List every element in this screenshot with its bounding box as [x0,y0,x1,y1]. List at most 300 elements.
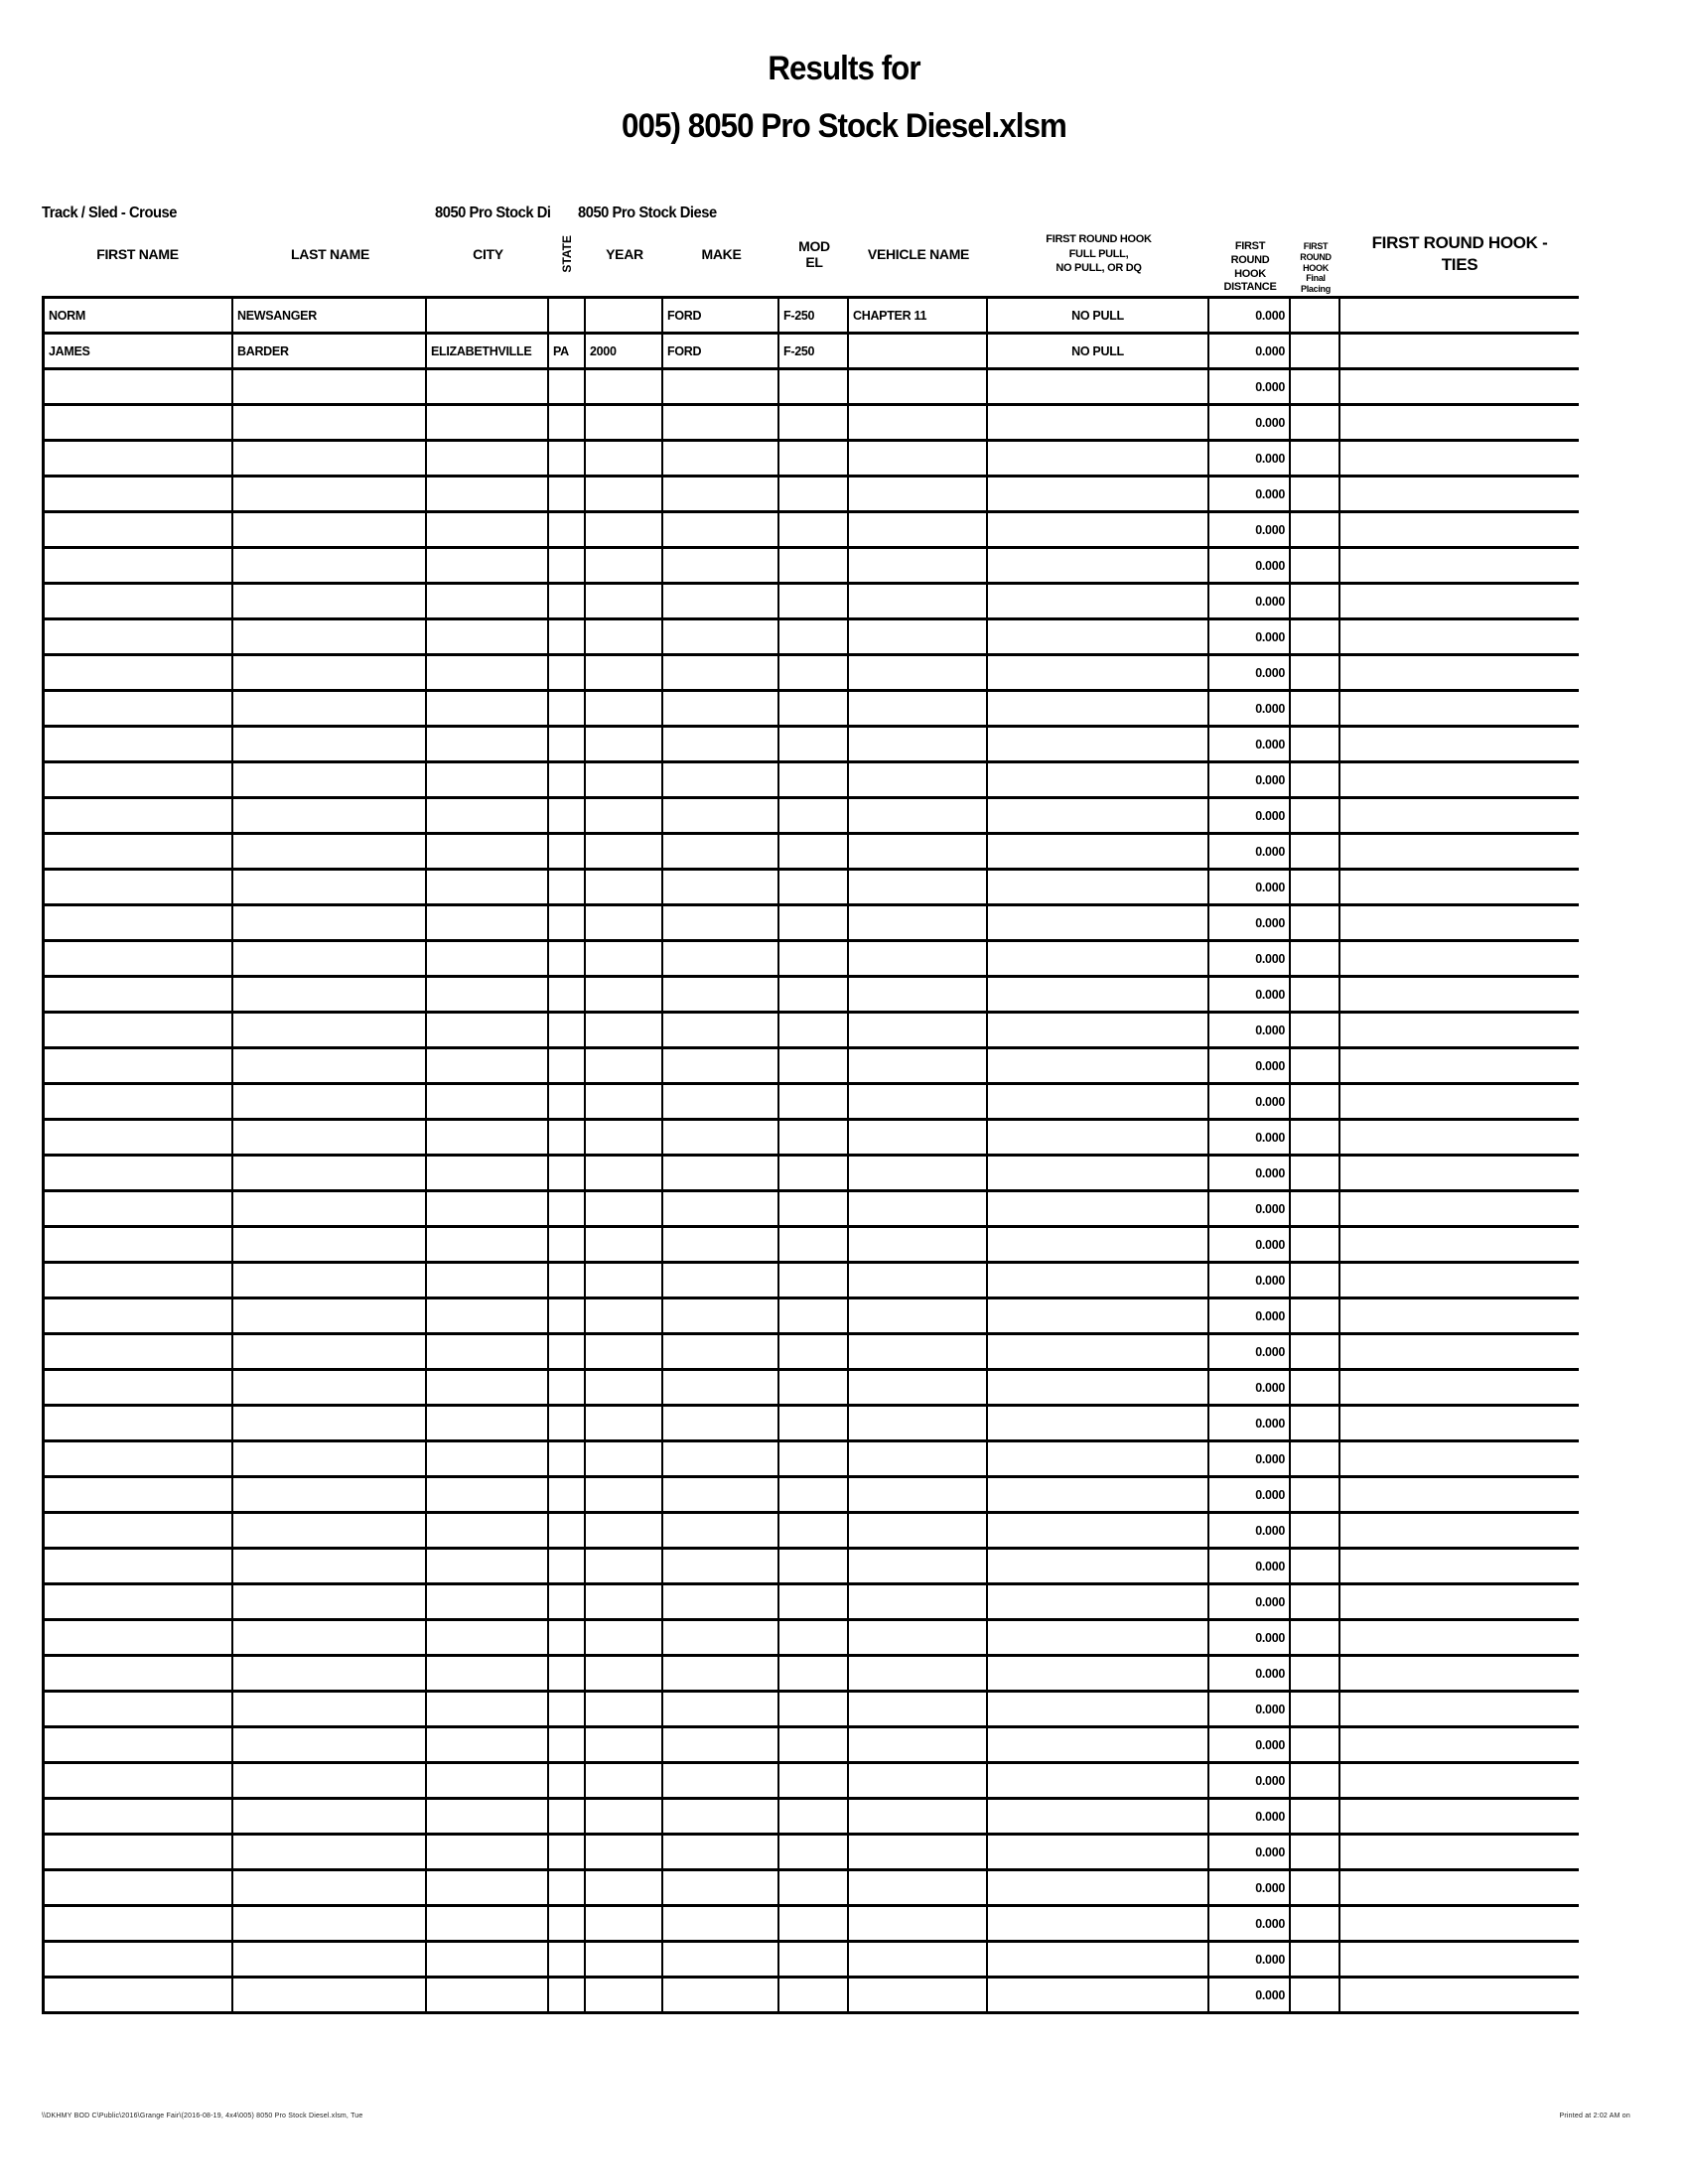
cell-first-name [42,835,233,871]
cell-year [586,978,663,1014]
cell-year [586,1871,663,1907]
cell-make [663,1657,779,1693]
cell-year [586,1121,663,1157]
cell-make [663,478,779,513]
cell-state [549,549,586,585]
cell-city [427,1621,549,1657]
cell-year [586,1836,663,1871]
cell-full-pull [988,1514,1209,1550]
cell-last-name [233,835,427,871]
cell-distance: 0.000 [1209,1550,1291,1585]
cell-distance: 0.000 [1209,1264,1291,1299]
cell-last-name [233,1157,427,1192]
cell-placing [1291,1514,1340,1550]
cell-distance: 0.000 [1209,906,1291,942]
cell-vehicle-name [849,442,988,478]
cell-full-pull [988,1585,1209,1621]
class-name-truncated-2: 8050 Pro Stock Diese [578,205,717,221]
cell-distance: 0.000 [1209,763,1291,799]
cell-vehicle-name [849,906,988,942]
cell-first-name: NORM [42,299,233,335]
cell-last-name [233,1442,427,1478]
cell-year [586,1728,663,1764]
cell-year [586,1514,663,1550]
cell-distance: 0.000 [1209,1907,1291,1943]
cell-state [549,585,586,620]
cell-last-name [233,728,427,763]
cell-make [663,1693,779,1728]
cell-state [549,906,586,942]
cell-year [586,1907,663,1943]
cell-year [586,942,663,978]
cell-city [427,1228,549,1264]
cell-model [779,370,849,406]
cell-model [779,692,849,728]
cell-first-name [42,1550,233,1585]
cell-city [427,906,549,942]
cell-last-name [233,1192,427,1228]
cell-model [779,1014,849,1049]
cell-vehicle-name [849,1264,988,1299]
cell-placing [1291,620,1340,656]
cell-last-name [233,1514,427,1550]
cell-make [663,835,779,871]
cell-last-name [233,1836,427,1871]
cell-first-name [42,1228,233,1264]
cell-ties [1340,728,1579,763]
cell-make [663,1157,779,1192]
cell-last-name: BARDER [233,335,427,370]
cell-distance: 0.000 [1209,871,1291,906]
cell-state [549,692,586,728]
cell-first-name [42,1085,233,1121]
cell-vehicle-name [849,1335,988,1371]
cell-vehicle-name [849,1371,988,1407]
cell-ties [1340,335,1579,370]
cell-city [427,1049,549,1085]
cell-state [549,1228,586,1264]
cell-distance: 0.000 [1209,1657,1291,1693]
cell-placing [1291,1979,1340,2014]
cell-vehicle-name [849,1407,988,1442]
cell-ties [1340,835,1579,871]
cell-city [427,1442,549,1478]
cell-year [586,1764,663,1800]
cell-placing [1291,1264,1340,1299]
cell-full-pull: NO PULL [988,335,1209,370]
footer-printed-timestamp: Printed at 2:02 AM on [1559,2113,1630,2119]
cell-distance: 0.000 [1209,1014,1291,1049]
cell-year [586,1407,663,1442]
cell-placing [1291,656,1340,692]
cell-model: F-250 [779,299,849,335]
cell-state [549,1264,586,1299]
cell-year [586,585,663,620]
cell-city [427,1657,549,1693]
cell-ties [1340,1907,1579,1943]
cell-first-name [42,799,233,835]
cell-city [427,1907,549,1943]
cell-ties [1340,1836,1579,1871]
cell-year [586,1800,663,1836]
cell-last-name [233,406,427,442]
cell-last-name [233,1478,427,1514]
cell-distance: 0.000 [1209,1192,1291,1228]
cell-year [586,1442,663,1478]
cell-full-pull [988,1979,1209,2014]
cell-state [549,1621,586,1657]
cell-vehicle-name [849,1228,988,1264]
cell-state [549,799,586,835]
cell-ties [1340,1514,1579,1550]
cell-placing [1291,871,1340,906]
cell-state [549,1550,586,1585]
cell-last-name [233,692,427,728]
cell-full-pull [988,1871,1209,1907]
cell-placing [1291,1049,1340,1085]
cell-year [586,478,663,513]
cell-last-name [233,763,427,799]
cell-placing [1291,406,1340,442]
cell-placing [1291,513,1340,549]
cell-model [779,799,849,835]
cell-ties [1340,1085,1579,1121]
cell-full-pull [988,906,1209,942]
cell-make [663,1728,779,1764]
cell-vehicle-name [849,1693,988,1728]
cell-first-name [42,442,233,478]
cell-distance: 0.000 [1209,1157,1291,1192]
cell-year [586,1478,663,1514]
cell-first-name [42,1299,233,1335]
cell-city [427,1728,549,1764]
cell-state [549,656,586,692]
cell-full-pull [988,370,1209,406]
cell-ties [1340,1157,1579,1192]
cell-ties [1340,478,1579,513]
cell-state [549,299,586,335]
column-header-model: MOD EL [798,237,830,270]
cell-first-name [42,728,233,763]
cell-last-name [233,370,427,406]
cell-last-name [233,1728,427,1764]
cell-make [663,1621,779,1657]
cell-state [549,1907,586,1943]
cell-distance: 0.000 [1209,1371,1291,1407]
cell-make [663,799,779,835]
cell-distance: 0.000 [1209,1478,1291,1514]
cell-placing [1291,370,1340,406]
cell-full-pull [988,728,1209,763]
cell-vehicle-name [849,1943,988,1979]
cell-city [427,1371,549,1407]
cell-model [779,513,849,549]
cell-first-name [42,1800,233,1836]
cell-distance: 0.000 [1209,1228,1291,1264]
cell-city [427,1085,549,1121]
cell-city [427,406,549,442]
cell-vehicle-name [849,549,988,585]
cell-full-pull [988,1943,1209,1979]
cell-model [779,1157,849,1192]
cell-first-name [42,942,233,978]
cell-ties [1340,585,1579,620]
cell-state [549,978,586,1014]
cell-make [663,620,779,656]
cell-placing [1291,1442,1340,1478]
cell-full-pull [988,1478,1209,1514]
cell-year [586,835,663,871]
cell-model [779,1550,849,1585]
cell-vehicle-name [849,942,988,978]
cell-first-name [42,1943,233,1979]
column-header-make: MAKE [701,245,742,262]
cell-full-pull [988,1442,1209,1478]
cell-vehicle-name [849,978,988,1014]
cell-make [663,549,779,585]
cell-state [549,1979,586,2014]
cell-distance: 0.000 [1209,1693,1291,1728]
cell-model [779,1442,849,1478]
cell-full-pull [988,942,1209,978]
cell-distance: 0.000 [1209,1049,1291,1085]
cell-city [427,1943,549,1979]
cell-vehicle-name [849,585,988,620]
cell-vehicle-name [849,728,988,763]
cell-full-pull [988,1764,1209,1800]
cell-first-name [42,763,233,799]
cell-distance: 0.000 [1209,1979,1291,2014]
cell-last-name [233,906,427,942]
cell-distance: 0.000 [1209,1442,1291,1478]
cell-year [586,1943,663,1979]
cell-make [663,1550,779,1585]
cell-vehicle-name [849,1871,988,1907]
cell-vehicle-name [849,1764,988,1800]
cell-model [779,442,849,478]
cell-full-pull [988,656,1209,692]
cell-year [586,728,663,763]
cell-last-name: NEWSANGER [233,299,427,335]
cell-make [663,763,779,799]
cell-year [586,1585,663,1621]
cell-make [663,1442,779,1478]
cell-placing [1291,1836,1340,1871]
cell-city [427,763,549,799]
cell-full-pull [988,1621,1209,1657]
cell-vehicle-name [849,620,988,656]
cell-city [427,549,549,585]
cell-full-pull [988,513,1209,549]
cell-placing [1291,692,1340,728]
cell-ties [1340,1800,1579,1836]
cell-last-name [233,1979,427,2014]
cell-distance: 0.000 [1209,513,1291,549]
cell-first-name [42,1478,233,1514]
cell-full-pull [988,478,1209,513]
column-header-year: YEAR [606,245,643,262]
cell-ties [1340,620,1579,656]
cell-model [779,978,849,1014]
cell-year [586,1299,663,1335]
cell-distance: 0.000 [1209,1836,1291,1871]
cell-placing [1291,1550,1340,1585]
cell-distance: 0.000 [1209,799,1291,835]
cell-city [427,1192,549,1228]
cell-full-pull [988,442,1209,478]
cell-distance: 0.000 [1209,656,1291,692]
cell-first-name [42,1657,233,1693]
cell-last-name [233,478,427,513]
cell-first-name [42,906,233,942]
cell-ties [1340,406,1579,442]
cell-first-name [42,1585,233,1621]
cell-full-pull [988,1121,1209,1157]
cell-state [549,1335,586,1371]
cell-distance: 0.000 [1209,1585,1291,1621]
cell-first-name [42,478,233,513]
cell-placing [1291,585,1340,620]
cell-city [427,799,549,835]
cell-model [779,585,849,620]
cell-first-name [42,1764,233,1800]
cell-city [427,1836,549,1871]
cell-distance: 0.000 [1209,1085,1291,1121]
cell-year [586,1228,663,1264]
cell-state [549,478,586,513]
cell-state [549,1478,586,1514]
cell-placing [1291,1621,1340,1657]
cell-last-name [233,1371,427,1407]
cell-first-name [42,1836,233,1871]
cell-ties [1340,1585,1579,1621]
cell-make [663,1228,779,1264]
cell-make [663,370,779,406]
cell-city [427,1764,549,1800]
cell-state [549,728,586,763]
cell-year [586,406,663,442]
cell-year [586,299,663,335]
cell-model [779,1800,849,1836]
cell-vehicle-name [849,1836,988,1871]
cell-vehicle-name [849,763,988,799]
cell-vehicle-name [849,335,988,370]
cell-ties [1340,299,1579,335]
cell-distance: 0.000 [1209,478,1291,513]
cell-placing [1291,1585,1340,1621]
cell-full-pull [988,1657,1209,1693]
cell-first-name [42,549,233,585]
cell-vehicle-name [849,406,988,442]
column-header-last-name: LAST NAME [291,245,369,262]
cell-last-name [233,1228,427,1264]
cell-year [586,871,663,906]
cell-last-name [233,942,427,978]
footer-file-path: \\DKHMY BOD C\Public\2016\Grange Fair\(2016-08-19, 4x4\005) 8050 Pro Stock Diesel.xlsm, Tue [42,2113,363,2119]
cell-vehicle-name [849,1657,988,1693]
cell-last-name [233,1014,427,1049]
cell-placing [1291,1121,1340,1157]
cell-first-name [42,1871,233,1907]
cell-ties [1340,1728,1579,1764]
cell-city [427,370,549,406]
cell-make [663,1514,779,1550]
cell-state [549,1121,586,1157]
cell-make [663,1943,779,1979]
cell-full-pull [988,835,1209,871]
cell-model [779,1871,849,1907]
cell-year [586,1264,663,1299]
cell-first-name [42,1621,233,1657]
cell-placing [1291,906,1340,942]
cell-year [586,1657,663,1693]
cell-distance: 0.000 [1209,835,1291,871]
cell-model [779,763,849,799]
cell-placing [1291,1335,1340,1371]
cell-make [663,1049,779,1085]
cell-year [586,906,663,942]
page-title-line2: 005) 8050 Pro Stock Diesel.xlsm [622,107,1066,145]
cell-model [779,656,849,692]
cell-make [663,1085,779,1121]
cell-year [586,1979,663,2014]
cell-last-name [233,1871,427,1907]
results-table [42,296,1579,2014]
cell-placing [1291,1693,1340,1728]
cell-city [427,692,549,728]
cell-last-name [233,442,427,478]
cell-city [427,942,549,978]
cell-last-name [233,1550,427,1585]
cell-year [586,692,663,728]
cell-last-name [233,1907,427,1943]
cell-ties [1340,871,1579,906]
cell-last-name [233,1335,427,1371]
cell-ties [1340,1550,1579,1585]
cell-year [586,1192,663,1228]
cell-state [549,513,586,549]
class-name-truncated-1: 8050 Pro Stock Di [435,205,551,221]
cell-make: FORD [663,335,779,370]
cell-ties [1340,1049,1579,1085]
cell-year [586,1085,663,1121]
cell-first-name [42,1049,233,1085]
cell-year [586,1049,663,1085]
cell-ties [1340,442,1579,478]
cell-ties [1340,1621,1579,1657]
cell-placing [1291,1907,1340,1943]
cell-full-pull [988,1728,1209,1764]
cell-vehicle-name [849,513,988,549]
cell-placing [1291,1228,1340,1264]
cell-model [779,1299,849,1335]
cell-model [779,1836,849,1871]
cell-model [779,1657,849,1693]
cell-first-name [42,513,233,549]
cell-city [427,1264,549,1299]
cell-year [586,513,663,549]
cell-state [549,763,586,799]
cell-model [779,549,849,585]
cell-placing [1291,1728,1340,1764]
cell-vehicle-name [849,478,988,513]
cell-vehicle-name [849,1478,988,1514]
cell-full-pull [988,1371,1209,1407]
cell-placing [1291,1014,1340,1049]
cell-distance: 0.000 [1209,728,1291,763]
cell-year [586,799,663,835]
cell-city [427,1121,549,1157]
